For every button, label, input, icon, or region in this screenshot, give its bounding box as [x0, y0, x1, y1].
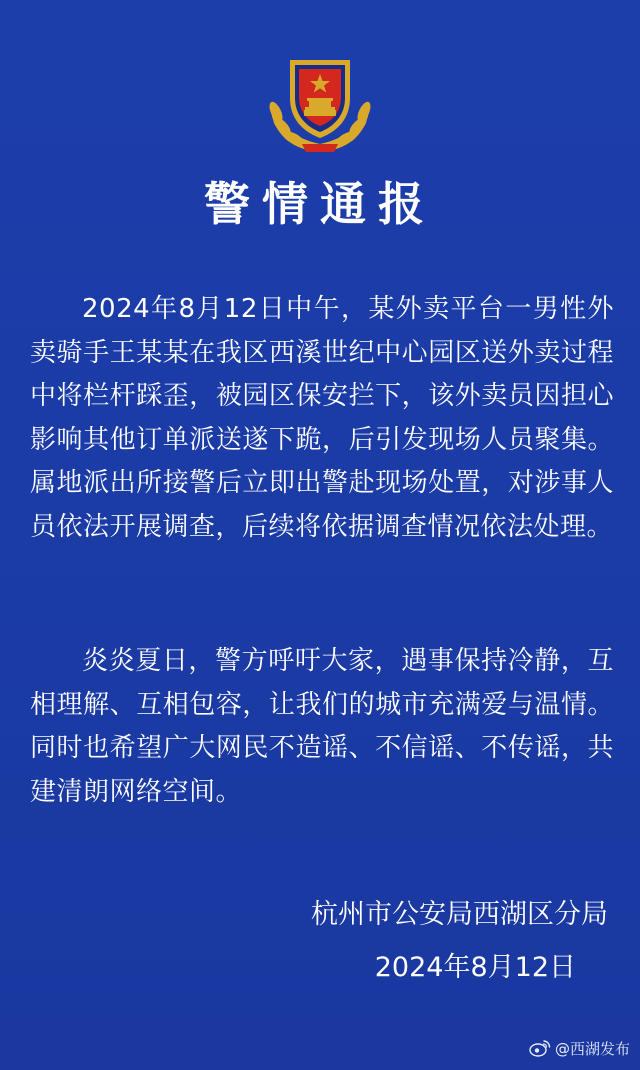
page-title: 警情通报 [204, 177, 436, 231]
weibo-icon [529, 1039, 551, 1057]
watermark-text: @西湖发布 [554, 1039, 630, 1058]
report-paragraph-1: 2024年8月12日中午，某外卖平台一男性外卖骑手王某某在我区西溪世纪中心园区送外卖过程中将栏杆踩歪，被园区保安拦下，该外卖员因担心影响其他订单派送遂下跪，后引发现场人员聚集。属地派出所接警后立即出警赴现场处置，对涉事人员依法开展调查，后续将依据调查情况依法处理。 [30, 294, 614, 542]
police-emblem-icon [262, 52, 378, 158]
issue-date: 2024年8月12日 [374, 952, 576, 983]
issuer-signature: 杭州市公安局西湖区分局 [311, 899, 608, 930]
weibo-watermark [529, 1036, 630, 1060]
report-paragraph-2: 炎炎夏日，警方呼吁大家，遇事保持冷静，互相理解、互相包容，让我们的城市充满爱与温情。同时也希望广大网民不造谣、不信谣、不传谣，共建清朗网络空间。 [30, 646, 614, 807]
